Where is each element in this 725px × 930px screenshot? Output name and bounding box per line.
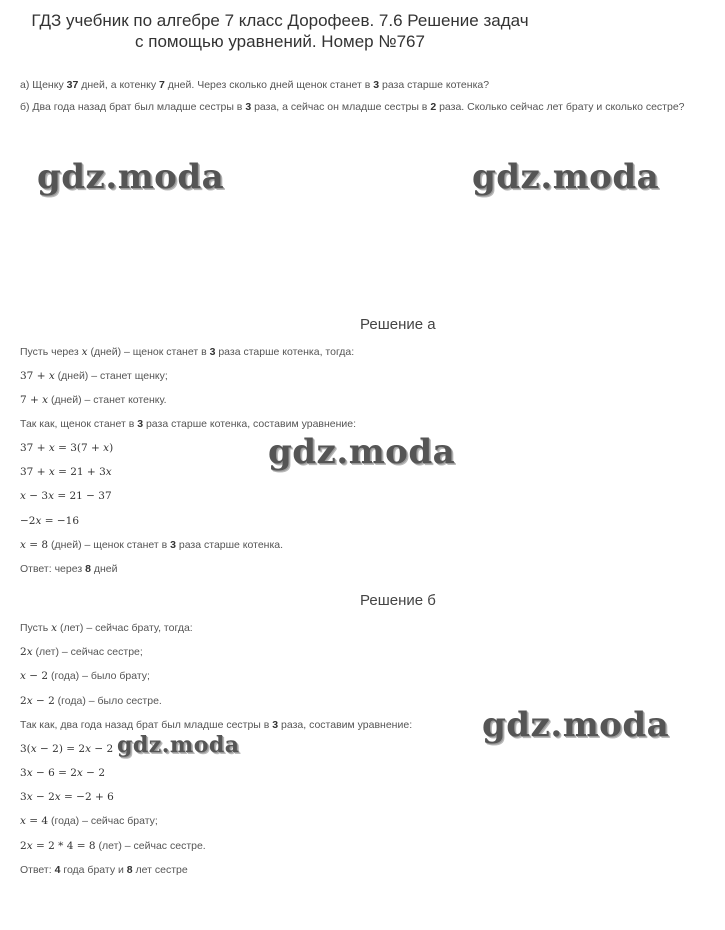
solution-b-line: x = 4 (года) – сейчас брату; bbox=[20, 815, 158, 827]
solution-a-line: Пусть через x (дней) – щенок станет в 3 раза старше котенка, тогда: bbox=[20, 346, 355, 358]
solution-b-line: Пусть x (лет) – сейчас брату, тогда: bbox=[20, 622, 193, 634]
solution-a-line: x = 8 (дней) – щенок станет в 3 раза старше котенка. bbox=[20, 539, 284, 551]
watermark-logo: gdz.moda bbox=[117, 732, 240, 758]
watermark-logo: gdz.moda bbox=[37, 157, 225, 197]
solution-b-answer: Ответ: 4 года брату и 8 лет сестре bbox=[20, 864, 188, 876]
task-b: б) Два года назад брат был младше сестры в 3 раза, а сейчас он младше сестры в 2 раза. Сколько сейчас лет брату и сколько сестре? bbox=[20, 101, 685, 113]
title-line-2: с помощью уравнений. Номер №767 bbox=[135, 32, 425, 51]
watermark-logo: gdz.moda bbox=[472, 157, 660, 197]
solution-b-line: Так как, два года назад брат был младше сестры в 3 раза, составим уравнение: bbox=[20, 719, 413, 731]
page-title bbox=[0, 10, 560, 52]
solution-b-line: 2x = 2 * 4 = 8 (лет) – сейчас сестре. bbox=[20, 840, 206, 852]
solution-a-line: 7 + x (дней) – станет котенку. bbox=[20, 394, 167, 406]
solution-a-answer: Ответ: через 8 дней bbox=[20, 563, 118, 575]
title-line-1: ГДЗ учебник по алгебре 7 класс Дорофеев. 7.6 Решение задач bbox=[31, 11, 529, 30]
equation: x − 3x = 21 − 37 bbox=[20, 490, 112, 502]
watermark-logo: gdz.moda bbox=[268, 432, 456, 472]
solution-b-line: x − 2 (года) – было брату; bbox=[20, 670, 150, 682]
watermark-logo: gdz.moda bbox=[482, 705, 670, 745]
equation: −2x = −16 bbox=[20, 515, 80, 527]
task-a: а) Щенку 37 дней, а котенку 7 дней. Через сколько дней щенок станет в 3 раза старше котенка? bbox=[20, 79, 490, 91]
equation: 37 + x = 3(7 + x) bbox=[20, 442, 114, 454]
solution-a-line: Так как, щенок станет в 3 раза старше котенка, составим уравнение: bbox=[20, 418, 357, 430]
solution-b-line: 2x − 2 (года) – было сестре. bbox=[20, 695, 162, 707]
equation: 3x − 2x = −2 + 6 bbox=[20, 791, 114, 803]
solution-a-line: 37 + x (дней) – станет щенку; bbox=[20, 370, 168, 382]
equation: 3x − 6 = 2x − 2 bbox=[20, 767, 105, 779]
solution-a-heading: Решение а bbox=[360, 316, 436, 333]
solution-b-heading: Решение б bbox=[360, 592, 436, 609]
equation: 3(x − 2) = 2x − 2 bbox=[20, 743, 114, 755]
solution-b-line: 2x (лет) – сейчас сестре; bbox=[20, 646, 143, 658]
equation: 37 + x = 21 + 3x bbox=[20, 466, 112, 478]
